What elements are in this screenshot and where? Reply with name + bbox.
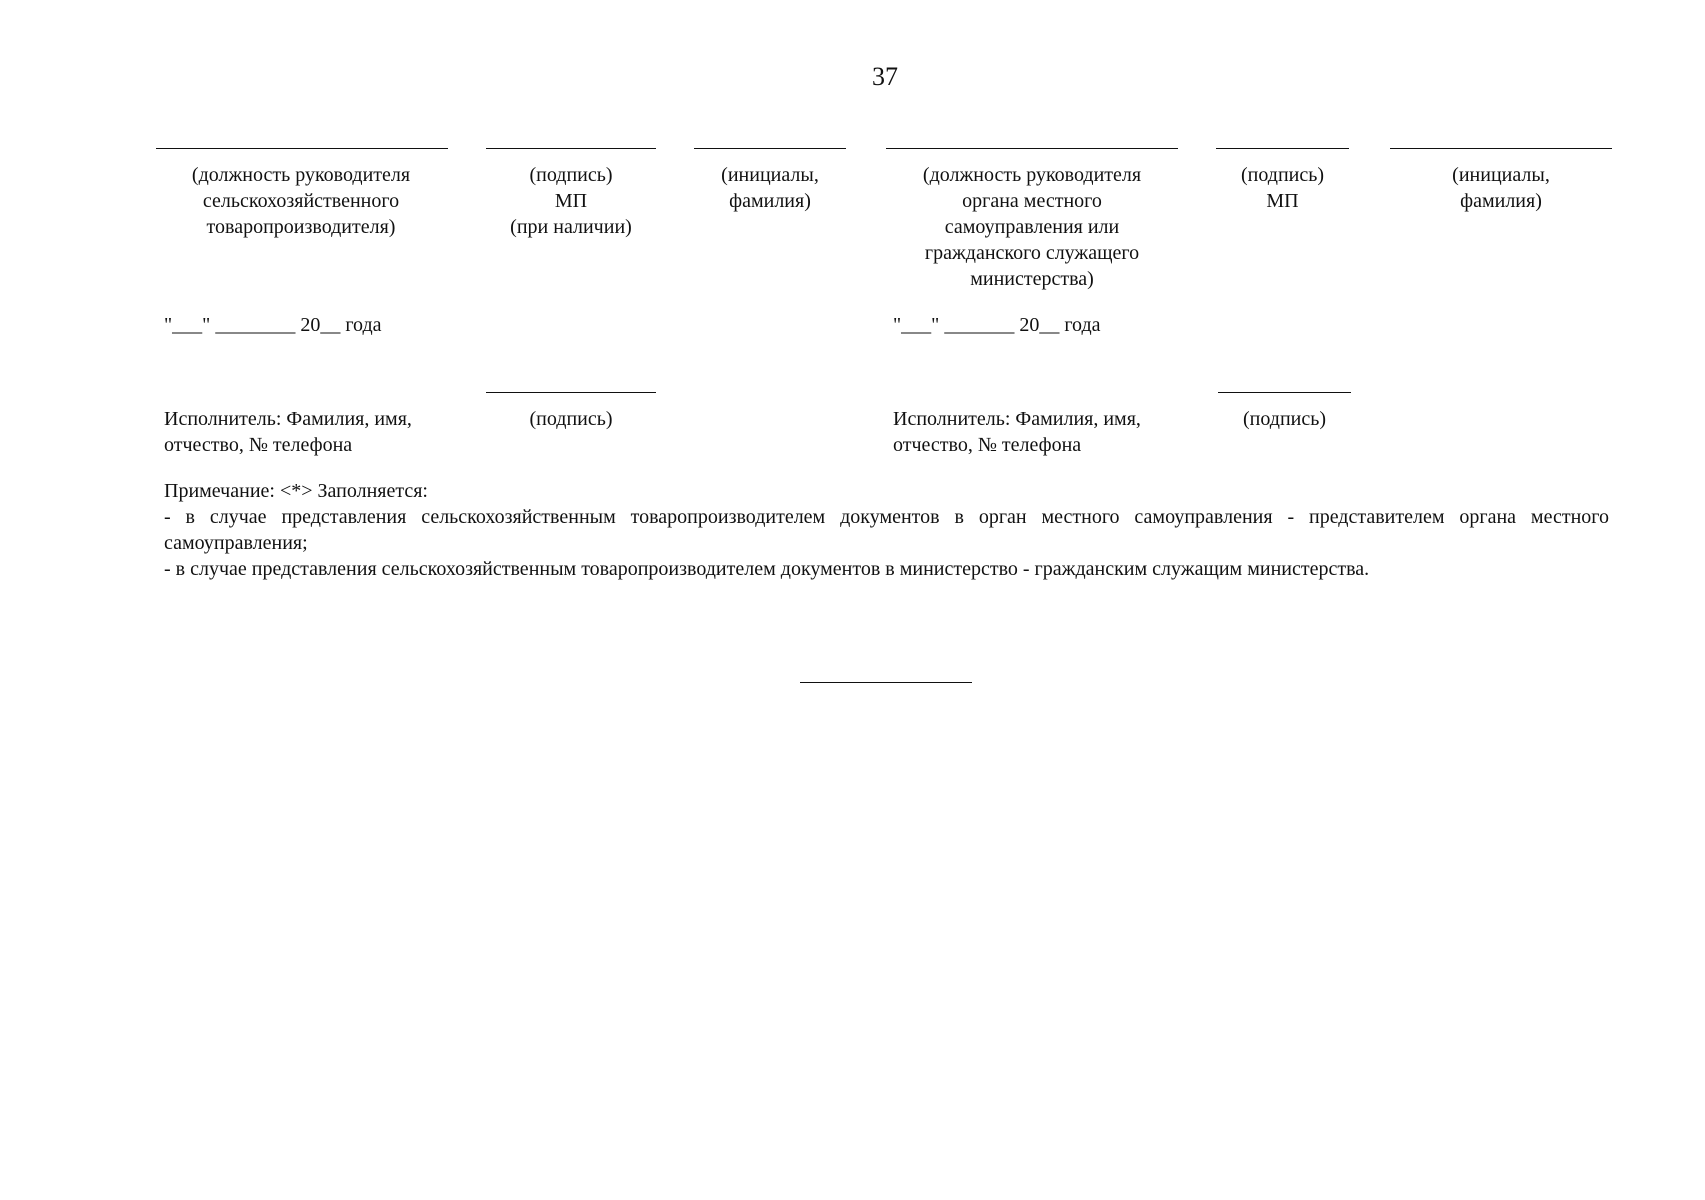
end-separator-line bbox=[800, 682, 972, 683]
page-number: 37 bbox=[872, 62, 898, 91]
left-position-line bbox=[156, 148, 448, 149]
left-executor-signature-line bbox=[486, 392, 656, 393]
note-item-1: - в случае представления сельскохозяйственным товаропроизводителем документов в орган местного самоуправления - представителем органа местного самоуправления; bbox=[164, 506, 1609, 554]
right-executor-signature-caption: (подпись) bbox=[1242, 408, 1327, 430]
left-signature-caption: (подпись) МП (при наличии) bbox=[510, 164, 632, 238]
note-heading: Примечание: <*> Заполняется: bbox=[164, 480, 428, 502]
right-signature-line bbox=[1216, 148, 1349, 149]
left-date-line: "___" ________ 20__ года bbox=[164, 314, 382, 336]
right-executor-caption: Исполнитель: Фамилия, имя, отчество, № телефона bbox=[893, 408, 1141, 456]
right-initials-line bbox=[1390, 148, 1612, 149]
right-position-caption: (должность руководителя органа местного самоуправления или гражданского служащего министерства) bbox=[922, 164, 1142, 290]
left-executor-caption: Исполнитель: Фамилия, имя, отчество, № телефона bbox=[164, 408, 412, 456]
right-initials-caption: (инициалы, фамилия) bbox=[1452, 164, 1550, 212]
right-date-line: "___" _______ 20__ года bbox=[893, 314, 1101, 336]
left-initials-line bbox=[694, 148, 846, 149]
note-section bbox=[164, 478, 1609, 582]
left-position-caption: (должность руководителя сельскохозяйственного товаропроизводителя) bbox=[191, 164, 411, 238]
note-item-2: - в случае представления сельскохозяйственным товаропроизводителем документов в министерство - гражданским служащим министерства. bbox=[164, 558, 1370, 580]
right-signature-caption: (подпись) МП bbox=[1240, 164, 1325, 212]
left-signature-line bbox=[486, 148, 656, 149]
left-initials-caption: (инициалы, фамилия) bbox=[721, 164, 819, 212]
right-position-line bbox=[886, 148, 1178, 149]
left-executor-signature-caption: (подпись) bbox=[529, 408, 613, 430]
right-executor-signature-line bbox=[1218, 392, 1351, 393]
